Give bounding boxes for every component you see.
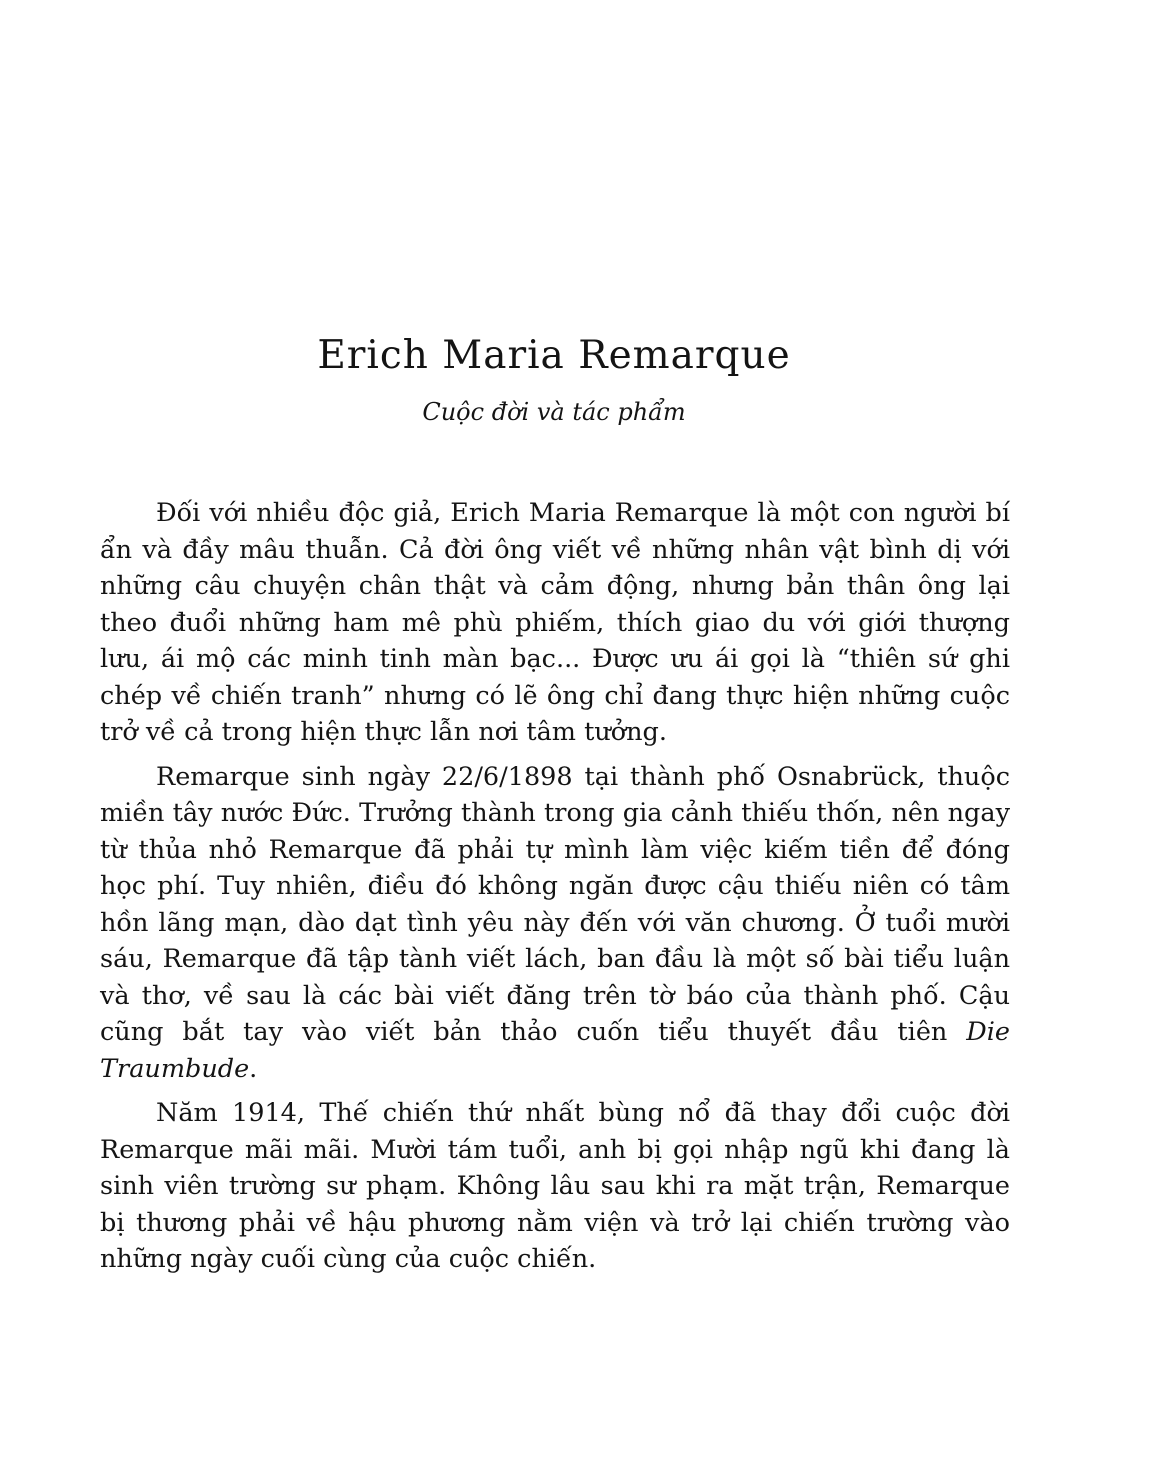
paragraph-2-tail: .	[249, 1053, 258, 1084]
paragraph-1	[100, 495, 1010, 751]
page-subtitle: Cuộc đời và tác phẩm	[422, 398, 686, 426]
paragraph-1-text: Đối với nhiều độc giả, Erich Maria Remarque là một con người bí ẩn và đầy mâu thuẫn. Cả đời ông viết về những nhân vật bình dị với những câu chuyện chân thật và cảm động, nhưng bản thân ông lại theo đuổi những ham mê phù phiếm, thích giao du với giới thượng lưu, ái mộ các minh tinh màn bạc... Được ưu ái gọi là “thiên sứ ghi chép về chiến tranh” nhưng có lẽ ông chỉ đang thực hiện những cuộc trở về cả trong hiện thực lẫn nơi tâm tưởng.	[100, 498, 1010, 747]
page-title: Erich Maria Remarque	[317, 333, 791, 378]
body-text	[100, 495, 1010, 1286]
paragraph-3	[100, 1095, 1010, 1278]
paragraph-2-text: Remarque sinh ngày 22/6/1898 tại thành phố Osnabrück, thuộc miền tây nước Đức. Trưởng thành trong gia cảnh thiếu thốn, nên ngay từ thủa nhỏ Remarque đã phải tự mình làm việc kiếm tiền để đóng học phí. Tuy nhiên, điều đó không ngăn được cậu thiếu niên có tâm hồn lãng mạn, dào dạt tình yêu này đến với văn chương. Ở tuổi mười sáu, Remarque đã tập tành viết lách, ban đầu là một số bài tiểu luận và thơ, về sau là các bài viết đăng trên tờ báo của thành phố. Cậu cũng bắt tay vào viết bản thảo cuốn tiểu thuyết đầu tiên	[100, 761, 1010, 1047]
paragraph-3-text: Năm 1914, Thế chiến thứ nhất bùng nổ đã thay đổi cuộc đời Remarque mãi mãi. Mười tám tuổi, anh bị gọi nhập ngũ khi đang là sinh viên trường sư phạm. Không lâu sau khi ra mặt trận, Remarque bị thương phải về hậu phương nằm viện và trở lại chiến trường vào những ngày cuối cùng của cuộc chiến.	[100, 1098, 1010, 1274]
novel-title-italic: Die Traumbude	[100, 1017, 1010, 1084]
paragraph-2	[100, 759, 1010, 1088]
